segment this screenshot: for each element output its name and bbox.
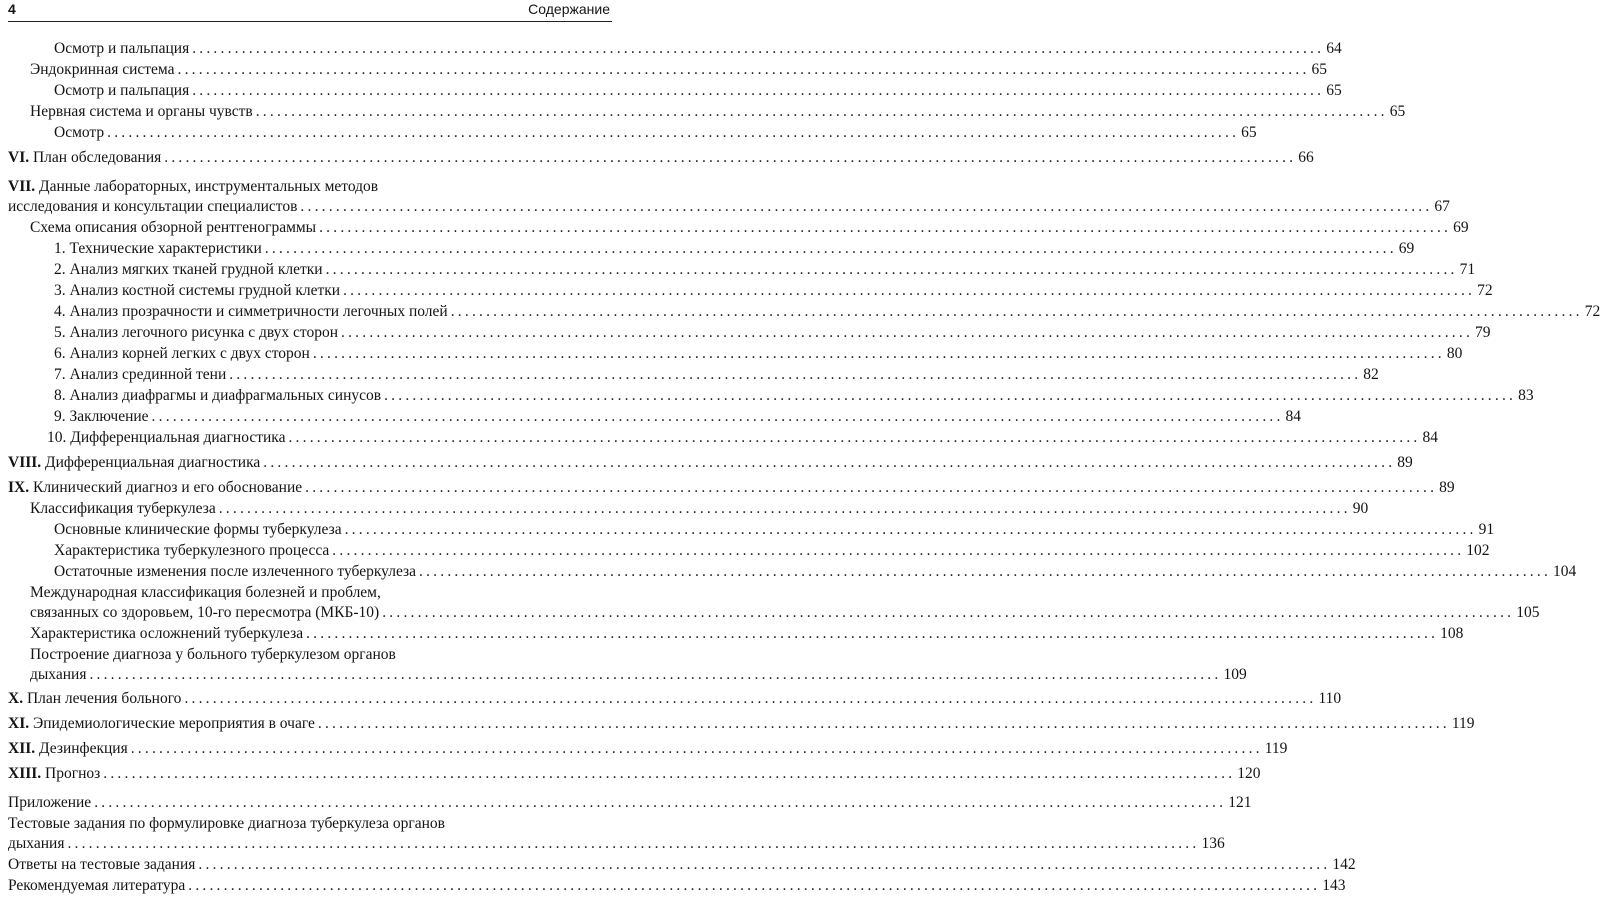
toc-entry-title	[30, 218, 316, 238]
toc-entry-title	[54, 239, 262, 259]
toc-entry-title	[30, 603, 379, 623]
dot-leader: ................................................................................................................................................................	[382, 604, 1515, 621]
toc-entry	[47, 428, 1438, 448]
dot-leader: ................................................................................................................................................................	[419, 563, 1552, 580]
dot-leader: ................................................................................................................................................................	[341, 324, 1474, 341]
toc-entry-text: дыхания	[30, 666, 87, 683]
toc-entry-text: 4. Анализ прозрачности и симметричности легочных полей	[54, 303, 448, 320]
toc-entry-title	[54, 39, 189, 59]
dot-leader: ................................................................................................................................................................	[343, 282, 1476, 299]
toc-page-number: 82	[1363, 366, 1379, 383]
dot-leader: ................................................................................................................................................................	[312, 345, 1445, 362]
toc-entry-text: Рекомендуемая литература	[8, 877, 186, 894]
toc-page-number: 84	[1422, 429, 1438, 446]
dot-leader: ................................................................................................................................................................	[229, 366, 1362, 383]
toc-entry-text: 2. Анализ мягких тканей грудной клетки	[54, 261, 323, 278]
page-number: 4	[8, 1, 16, 17]
toc-entry	[54, 541, 1490, 561]
toc-entry	[54, 562, 1577, 582]
toc-page-number: 72	[1584, 303, 1600, 320]
toc-entry-title	[30, 665, 86, 685]
toc-entry-title	[54, 520, 342, 540]
toc-entry-text: исследования и консультации специалистов	[8, 198, 298, 215]
toc-entry-text: Прогноз	[45, 765, 101, 782]
dot-leader: ................................................................................................................................................................	[288, 429, 1421, 446]
toc-page-number: 83	[1518, 387, 1534, 404]
toc-entry-text: Нервная система и органы чувств	[30, 103, 253, 120]
toc-page-number: 136	[1201, 835, 1225, 852]
toc-entry-title	[30, 624, 303, 644]
dot-leader: ................................................................................................................................................................	[103, 765, 1236, 782]
dot-leader: ................................................................................................................................................................	[300, 198, 1433, 215]
toc-entry-text: Основные клинические формы туберкулеза	[54, 521, 342, 538]
toc-entry-title-line: Построение диагноза у больного туберкулезом органов	[30, 646, 396, 663]
toc-page-number: 65	[1241, 124, 1257, 141]
toc-entry-title	[54, 323, 338, 343]
dot-leader: ................................................................................................................................................................	[130, 740, 1263, 757]
toc-entry	[54, 323, 1491, 343]
toc-entry	[8, 148, 1314, 168]
toc-page-number: 72	[1477, 282, 1493, 299]
section-number: X.	[8, 690, 24, 707]
section-number: VI.	[8, 149, 30, 166]
toc-entry-title	[8, 793, 91, 813]
section-number: VII.	[8, 178, 36, 195]
toc-page-number: 65	[1326, 82, 1342, 99]
toc-entry-title	[54, 260, 323, 280]
toc-entry-title	[47, 428, 285, 448]
toc-page-number: 109	[1223, 666, 1247, 683]
toc-entry-text: Схема описания обзорной рентгенограммы	[30, 219, 317, 236]
toc-entry-text: Осмотр и пальпация	[54, 82, 190, 99]
dot-leader: ................................................................................................................................................................	[306, 625, 1439, 642]
toc-entry	[30, 218, 1469, 238]
dot-leader: ................................................................................................................................................................	[164, 149, 1297, 166]
dot-leader: ................................................................................................................................................................	[184, 690, 1317, 707]
toc-page-number: 143	[1322, 877, 1346, 894]
toc-entry	[8, 739, 1288, 759]
toc-entry	[54, 386, 1534, 406]
toc-page-number: 90	[1352, 500, 1369, 517]
toc-entry-text: Остаточные изменения после излеченного туберкулеза	[54, 563, 417, 580]
toc-page-number: 79	[1475, 324, 1491, 341]
toc-entry	[8, 177, 1450, 217]
dot-leader: ................................................................................................................................................................	[450, 303, 1583, 320]
toc-entry-title	[8, 834, 64, 854]
toc-entry	[30, 583, 1540, 623]
dot-leader: ................................................................................................................................................................	[255, 103, 1388, 120]
toc-page-number: 108	[1440, 625, 1464, 642]
toc-entry	[8, 814, 1225, 854]
toc-entry	[54, 260, 1476, 280]
toc-entry-title	[54, 386, 381, 406]
toc-page-number: 105	[1516, 604, 1540, 621]
toc-page-number: 69	[1453, 219, 1469, 236]
toc-page-number: 102	[1466, 542, 1490, 559]
toc-entry	[54, 39, 1342, 59]
toc-entry-title	[8, 764, 100, 784]
toc-entry-text: Дифференциальная диагностика	[45, 454, 261, 471]
section-number: XI.	[8, 715, 30, 732]
toc-entry	[54, 81, 1342, 101]
toc-entry-text: Эндокринная система	[30, 61, 175, 78]
toc-page-number: 65	[1389, 103, 1406, 120]
section-number: IX.	[8, 479, 30, 496]
toc-page-number: 104	[1553, 563, 1577, 580]
toc-page-number: 65	[1311, 61, 1328, 78]
toc-entry	[8, 478, 1455, 498]
toc-entry-title	[8, 876, 185, 896]
toc-entry-title	[54, 344, 310, 364]
toc-entry-text: 8. Анализ диафрагмы и диафрагмальных синусов	[54, 387, 382, 404]
toc-entry	[54, 520, 1495, 540]
toc-entry-title	[30, 102, 253, 122]
toc-entry-text: дыхания	[8, 835, 65, 852]
toc-entry-title	[8, 478, 302, 498]
toc-entry-text: 7. Анализ срединной тени	[54, 366, 227, 383]
toc-entry-text: Приложение	[8, 794, 92, 811]
running-header	[8, 0, 612, 24]
toc-entry-text: Клинический диагноз и его обоснование	[32, 479, 303, 496]
toc-entry-text: 3. Анализ костной системы грудной клетки	[54, 282, 341, 299]
toc-page-number: 119	[1451, 715, 1475, 732]
dot-leader: ................................................................................................................................................................	[188, 877, 1321, 894]
dot-leader: ................................................................................................................................................................	[332, 542, 1465, 559]
toc-page-number: 66	[1298, 149, 1314, 166]
toc-entry-text: Осмотр и пальпация	[54, 40, 190, 57]
toc-entry-text: Осмотр	[54, 124, 105, 141]
toc-entry	[54, 123, 1257, 143]
toc-entry	[54, 239, 1415, 259]
dot-leader: ................................................................................................................................................................	[177, 61, 1310, 78]
toc-page-number: 80	[1446, 345, 1463, 362]
header-rule	[8, 21, 612, 22]
toc-entry-title	[8, 714, 315, 734]
toc-entry-title	[30, 499, 216, 519]
dot-leader: ................................................................................................................................................................	[305, 479, 1438, 496]
dot-leader: ................................................................................................................................................................	[192, 40, 1325, 57]
toc-entry-title	[54, 123, 104, 143]
toc-page-number: 89	[1439, 479, 1455, 496]
toc-entry-title	[8, 739, 128, 759]
toc-page-number: 71	[1459, 261, 1476, 278]
toc-entry-title-line: Тестовые задания по формулировке диагноза туберкулеза органов	[8, 815, 445, 832]
toc-entry-text: 10. Дифференциальная диагностика	[47, 429, 286, 446]
toc-entry	[8, 453, 1413, 473]
toc-entry-text: Характеристика осложнений туберкулеза	[30, 625, 304, 642]
toc-entry-text: Классификация туберкулеза	[30, 500, 216, 517]
dot-leader: ................................................................................................................................................................	[67, 835, 1200, 852]
dot-leader: ................................................................................................................................................................	[107, 124, 1240, 141]
toc-entry-title-line: Международная классификация болезней и проблем,	[30, 584, 381, 601]
section-number: VIII.	[8, 454, 42, 471]
toc-entry-title	[54, 365, 226, 385]
toc-entry-text: 1. Технические характеристики	[54, 240, 262, 257]
toc-entry	[8, 689, 1342, 709]
toc-entry-text: 6. Анализ корней легких с двух сторон	[54, 345, 310, 362]
toc-page-number: 64	[1326, 40, 1342, 57]
toc-entry-title	[54, 407, 149, 427]
toc-entry-text: 5. Анализ легочного рисунка с двух сторон	[54, 324, 339, 341]
toc-entry	[54, 407, 1302, 427]
toc-entry	[54, 302, 1600, 322]
toc-entry	[30, 499, 1369, 519]
toc-entry-title	[8, 453, 260, 473]
toc-page-number: 110	[1318, 690, 1342, 707]
toc-page-number: 121	[1228, 794, 1252, 811]
dot-leader: ................................................................................................................................................................	[384, 387, 1517, 404]
section-number: XII.	[8, 740, 36, 757]
toc-page-number: 89	[1397, 454, 1413, 471]
toc-entry-text: Эпидемиологические мероприятия в очаге	[32, 715, 315, 732]
toc-page-number: 120	[1237, 765, 1261, 782]
toc-page-number: 84	[1285, 408, 1302, 425]
toc-entry-title	[54, 302, 448, 322]
toc-entry-title	[8, 855, 195, 875]
toc-entry-title	[54, 541, 329, 561]
dot-leader: ................................................................................................................................................................	[94, 794, 1227, 811]
toc-entry-text: План лечения больного	[26, 690, 182, 707]
toc-entry-text: 9. Заключение	[54, 408, 149, 425]
toc-entry	[8, 793, 1252, 813]
toc-entry-text: Характеристика туберкулезного процесса	[54, 542, 330, 559]
toc-entry	[8, 855, 1356, 875]
toc-entry-title	[54, 81, 189, 101]
dot-leader: ................................................................................................................................................................	[317, 715, 1450, 732]
running-title: Содержание	[528, 1, 610, 17]
toc-entry-title	[54, 281, 340, 301]
toc-entry	[54, 365, 1379, 385]
toc-entry-text: связанных со здоровьем, 10-го пересмотра (МКБ-10)	[30, 604, 380, 621]
toc-entry	[8, 764, 1261, 784]
toc-entry-title	[54, 562, 416, 582]
dot-leader: ................................................................................................................................................................	[325, 261, 1458, 278]
toc-entry	[54, 281, 1493, 301]
toc-entry	[54, 344, 1463, 364]
toc-entry	[30, 60, 1328, 80]
toc-page-number: 142	[1332, 856, 1356, 873]
dot-leader: ................................................................................................................................................................	[198, 856, 1331, 873]
toc-entry-text: План обследования	[32, 149, 162, 166]
toc-entry	[30, 102, 1406, 122]
dot-leader: ................................................................................................................................................................	[192, 82, 1325, 99]
toc-entry	[30, 624, 1464, 644]
toc-page-number: 119	[1264, 740, 1288, 757]
toc-page-number: 91	[1478, 521, 1495, 538]
section-number: XIII.	[8, 765, 42, 782]
dot-leader: ................................................................................................................................................................	[218, 500, 1351, 517]
toc-page-number: 69	[1398, 240, 1415, 257]
toc-entry-title	[8, 197, 297, 217]
toc-entry-title-line: Данные лабораторных, инструментальных методов	[39, 178, 379, 195]
toc-entry-text: Дезинфекция	[39, 740, 128, 757]
dot-leader: ................................................................................................................................................................	[263, 454, 1396, 471]
toc-page-number: 67	[1434, 198, 1450, 215]
dot-leader: ................................................................................................................................................................	[344, 521, 1477, 538]
toc-entry	[8, 714, 1475, 734]
toc-entry-title	[30, 60, 175, 80]
toc-entry	[30, 645, 1247, 685]
toc-entry-title	[8, 689, 181, 709]
dot-leader: ................................................................................................................................................................	[264, 240, 1397, 257]
dot-leader: ................................................................................................................................................................	[151, 408, 1284, 425]
toc-entry	[8, 876, 1346, 896]
toc-entry-text: Ответы на тестовые задания	[8, 856, 196, 873]
dot-leader: ................................................................................................................................................................	[319, 219, 1452, 236]
dot-leader: ................................................................................................................................................................	[89, 666, 1222, 683]
toc-entry-title	[8, 148, 161, 168]
